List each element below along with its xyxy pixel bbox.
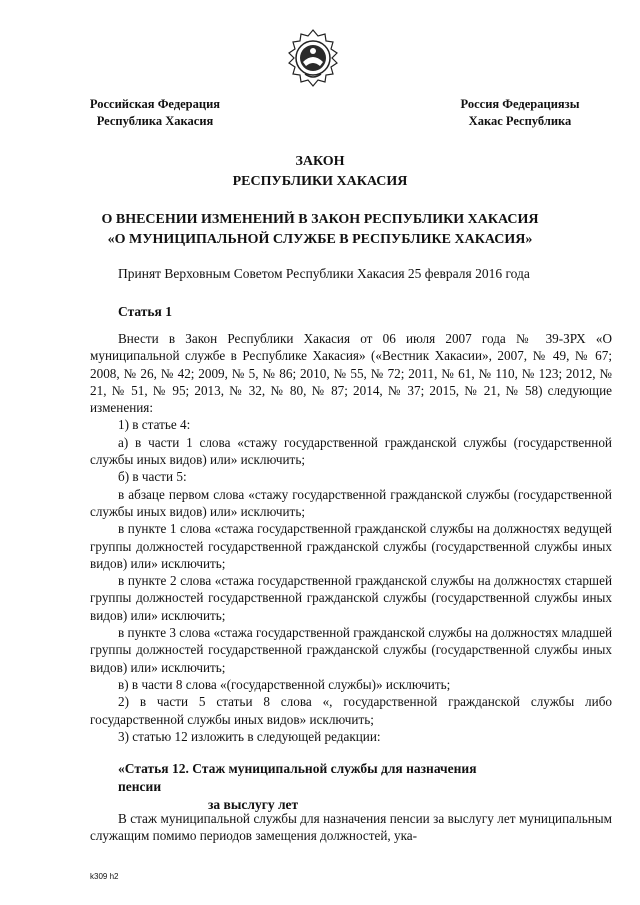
paragraph: В стаж муниципальной службы для назначения пенсии за выслугу лет муниципальным служащим помимо периодов замещения должностей, ука- [90, 811, 612, 844]
paragraph: в пункте 3 слова «стажа государственной гражданской службы на должностях младшей группы должностей государственной гражданской службы (государственной службы иных видов) или» исключить; [90, 625, 613, 675]
paragraph: в пункте 1 слова «стажа государственной гражданской службы на должностях ведущей группы должностей государственной гражданской службы (государственной службы иных видов) или» исключить; [90, 521, 612, 571]
doc-type-title: ЗАКОН [295, 154, 345, 169]
article-12-heading-line2: за выслугу лет [208, 797, 299, 812]
header-left-line2: Республика Хакасия [96, 114, 214, 128]
doc-authority-title: РЕСПУБЛИКИ ХАКАСИЯ [232, 174, 408, 189]
doc-subject-line1: О ВНЕСЕНИИ ИЗМЕНЕНИЙ В ЗАКОН РЕСПУБЛИКИ ХАКАСИЯ [101, 212, 539, 227]
article-1-heading: Статья 1 [118, 304, 172, 319]
header-right [430, 96, 610, 130]
paragraph: 1) в статье 4: [118, 417, 191, 433]
accepted-note: Принят Верховным Советом Республики Хакасия 25 февраля 2016 года [118, 266, 530, 281]
header-right-line1: Россия Федерациязы [460, 97, 580, 111]
paragraph: 3) статью 12 изложить в следующей редакции: [118, 728, 381, 744]
coat-of-arms-emblem [285, 28, 341, 88]
paragraph: 2) в части 5 статьи 8 слова «, государственной гражданской службы либо государственной службы иных видов» исключить; [90, 694, 612, 727]
doc-subject-line2: «О МУНИЦИПАЛЬНОЙ СЛУЖБЕ В РЕСПУБЛИКЕ ХАКАСИЯ» [107, 232, 533, 247]
paragraph: Внести в Закон Республики Хакасия от 06 июля 2007 года № 39-ЗРХ «О муниципальной службе в Республике Хакасия» («Вестник Хакасии», 2007, № 49, № 67; 2008, № 26, № 42; 2009, № 5, № 86; 2010, № 55, № 72; 2011, № 61, № 110, № 123; 2012, № 21, № 51, № 95; 2013, № 32, № 80, № 87; 2014, № 37; 2015, № 21, № 58) следующие изменения: [90, 331, 612, 416]
article-12-heading-line1: «Статья 12. Стаж муниципальной службы для назначения пенсии [118, 761, 477, 794]
paragraph: в) в части 8 слова «(государственной службы)» исключить; [118, 676, 451, 692]
article-12-heading [118, 760, 518, 814]
paragraph: б) в части 5: [118, 469, 187, 485]
paragraph: а) в части 1 слова «стажу государственной гражданской службы (государственной службы иных видов) или» исключить; [90, 434, 612, 468]
article-1-body [90, 330, 612, 745]
header-left [70, 96, 240, 130]
footer-code: k309 h2 [90, 872, 119, 881]
header-left-line1: Российская Федерация [89, 97, 221, 111]
paragraph: в пункте 2 слова «стажа государственной гражданской службы на должностях старшей группы должностей государственной гражданской службы (государственной службы иных видов) или» исключить; [90, 573, 612, 623]
header-right-line2: Хакас Республика [468, 114, 572, 128]
article-12-body [90, 810, 612, 845]
paragraph: в абзаце первом слова «стажу государственной гражданской службы (государственной службы иных видов) или» исключить; [90, 486, 612, 519]
